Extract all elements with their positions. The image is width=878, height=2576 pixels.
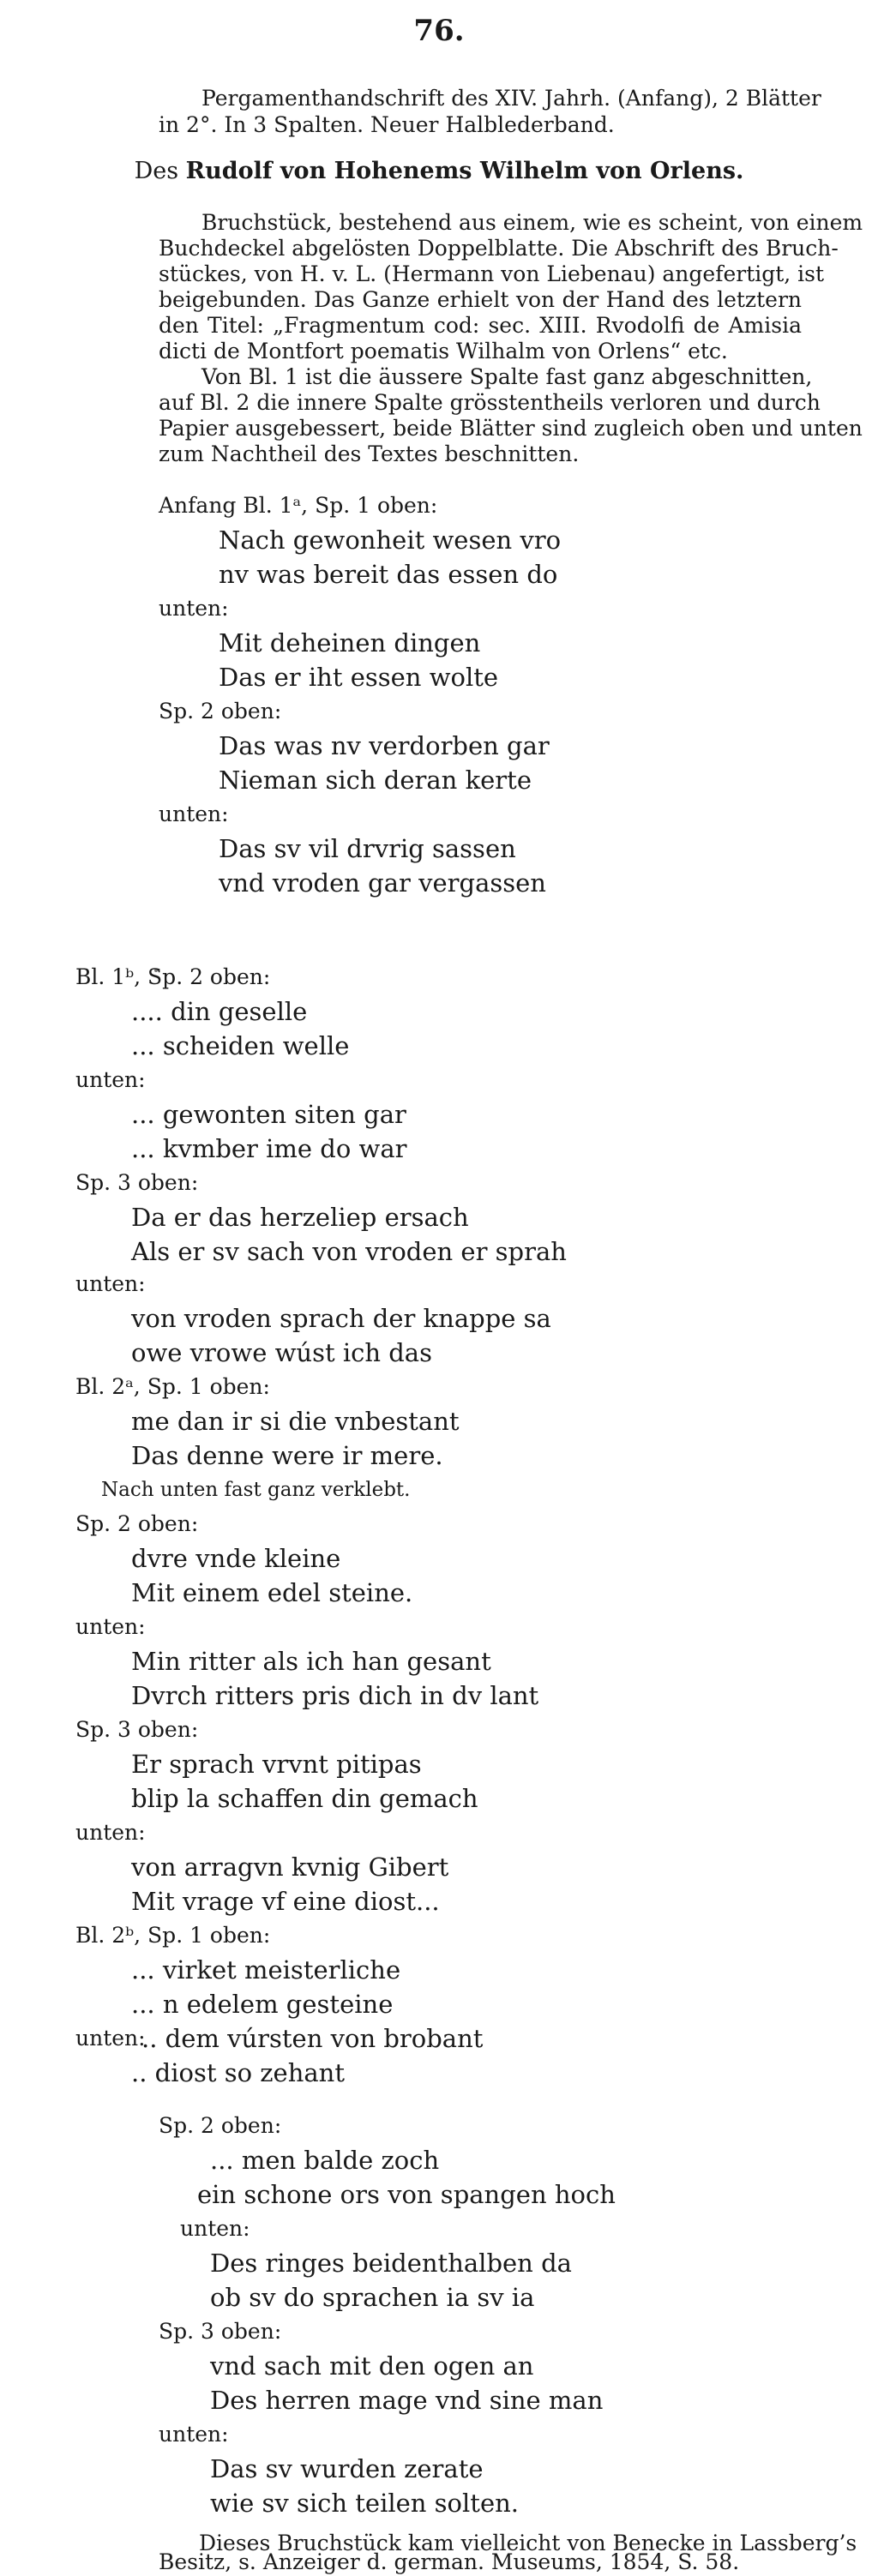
verse-line: Des ringes beidenthalben da xyxy=(210,2249,572,2278)
verse-line: Er sprach vrvnt pitipas xyxy=(131,1750,422,1779)
intro-line: Pergamenthandschrift des XIV. Jahrh. (Anfang), 2 Blätter xyxy=(201,86,821,111)
verse-line: Nieman sich deran kerte xyxy=(219,766,532,795)
verse-line: wie sv sich teilen solten. xyxy=(210,2489,520,2518)
verse-line: ... scheiden welle xyxy=(131,1031,350,1060)
section-heading xyxy=(0,156,878,187)
footnote-line: Besitz, s. Anzeiger d. german. Museums, 1854, S. 58. xyxy=(159,2549,740,2574)
section-label: Sp. 3 oben: xyxy=(75,1170,199,1195)
verse-line: Das sv vil drvrig sassen xyxy=(219,834,516,863)
verse-line: Mit einem edel steine. xyxy=(131,1578,413,1607)
verse-line: Das denne were ir mere. xyxy=(131,1441,443,1470)
footnote-line: Dieses Bruchstück kam vielleicht von Benecke in Lassberg’s xyxy=(199,2531,857,2555)
intro-line: in 2°. In 3 Spalten. Neuer Halblederband. xyxy=(159,112,615,137)
section-label: unten: xyxy=(75,1271,146,1296)
section-label: unten: xyxy=(75,2026,146,2051)
verse-line: von vroden sprach der knappe sa xyxy=(131,1304,551,1333)
verse-line: Das was nv verdorben gar xyxy=(219,731,550,760)
heading-prefix: Des xyxy=(134,158,179,184)
verse-line: Das sv wurden zerate xyxy=(210,2454,484,2483)
section-label: Bl. 2ᵇ, Sp. 1 oben: xyxy=(75,1923,271,1948)
section-label: unten: xyxy=(75,1614,146,1639)
verse-line: Als er sv sach von vroden er sprah xyxy=(131,1237,567,1266)
verse-line: Dvrch ritters pris dich in dv lant xyxy=(131,1681,539,1710)
verse-line: Nach gewonheit wesen vro xyxy=(219,525,562,555)
section-label: unten: xyxy=(159,2422,229,2447)
description-line: zum Nachtheil des Textes beschnitten. xyxy=(159,441,580,466)
section-label: Sp. 3 oben: xyxy=(159,2319,282,2344)
verse-line: dvre vnde kleine xyxy=(131,1544,341,1573)
section-label: Bl. 1ᵇ, Sp. 2 oben: xyxy=(75,964,271,989)
section-label: unten: xyxy=(75,1067,146,1092)
verse-line: vnd sach mit den ogen an xyxy=(210,2351,534,2381)
description-line: dicti de Montfort poematis Wilhalm von Orlens“ etc. xyxy=(159,339,728,363)
verse-line: ... n edelem gesteine xyxy=(131,1990,394,2019)
description-line: auf Bl. 2 die innere Spalte grösstentheils verloren und durch xyxy=(159,390,821,415)
verse-line: owe vrowe wúst ich das xyxy=(131,1338,432,1367)
description-line: beigebunden. Das Ganze erhielt von der Hand des letztern xyxy=(159,287,802,312)
description-line: Buchdeckel abgelösten Doppelblatte. Die Abschrift des Bruch- xyxy=(159,236,839,261)
verse-line: blip la schaffen din gemach xyxy=(131,1784,478,1813)
section-label: unten: xyxy=(159,596,229,621)
description-line: den Titel: „Fragmentum cod: sec. XIII. Rvodolfi de Amisia xyxy=(159,313,802,338)
verse-line: Da er das herzeliep ersach xyxy=(131,1203,469,1232)
description-line: stückes, von H. v. L. (Hermann von Liebenau) angefertigt, ist xyxy=(159,261,825,286)
section-label: Sp. 2 oben: xyxy=(159,699,282,724)
verse-line: ... gewonten siten gar xyxy=(131,1100,406,1129)
verse-line: ein schone ors von spangen hoch xyxy=(197,2180,616,2209)
editorial-note: Nach unten fast ganz verklebt. xyxy=(101,1479,411,1501)
section-label: Sp. 2 oben: xyxy=(75,1511,199,1536)
verse-line: vnd vroden gar vergassen xyxy=(219,868,546,898)
verse-line: ... virket meisterliche xyxy=(131,1955,401,1985)
verse-line: ob sv do sprachen ia sv ia xyxy=(210,2283,535,2312)
verse-line: Des herren mage vnd sine man xyxy=(210,2386,604,2415)
verse-line: me dan ir si die vnbestant xyxy=(131,1407,460,1436)
page-number: 76. xyxy=(413,14,465,48)
verse-line: ... kvmber ime do war xyxy=(131,1134,407,1163)
verse-line: .. dem vúrsten von brobant xyxy=(141,2024,484,2053)
section-label: unten: xyxy=(159,802,229,826)
section-label: Sp. 2 oben: xyxy=(159,2113,282,2138)
verse-line: .. diost so zehant xyxy=(131,2058,346,2087)
section-label: Anfang Bl. 1ᵃ, Sp. 1 oben: xyxy=(159,493,438,518)
heading-title: Rudolf von Hohenems Wilhelm von Orlens. xyxy=(185,158,744,184)
verse-line: Min ritter als ich han gesant xyxy=(131,1647,491,1676)
verse-line: ... men balde zoch xyxy=(210,2146,440,2175)
section-label: Bl. 2ᵃ, Sp. 1 oben: xyxy=(75,1374,270,1399)
verse-line: .... din geselle xyxy=(131,997,308,1026)
description-line: Papier ausgebessert, beide Blätter sind zugleich oben und unten xyxy=(159,416,863,441)
verse-line: von arragvn kvnig Gibert xyxy=(131,1852,449,1882)
section-label: unten: xyxy=(180,2216,250,2241)
verse-line: Das er iht essen wolte xyxy=(219,663,499,692)
description-line: Von Bl. 1 ist die äussere Spalte fast ganz abgeschnitten, xyxy=(201,364,813,389)
verse-line: Mit deheinen dingen xyxy=(219,628,481,658)
description-line: Bruchstück, bestehend aus einem, wie es scheint, von einem xyxy=(201,210,863,235)
verse-line: nv was bereit das essen do xyxy=(219,560,558,589)
section-label: unten: xyxy=(75,1820,146,1845)
verse-line: Mit vrage vf eine diost... xyxy=(131,1887,440,1916)
section-label: Sp. 3 oben: xyxy=(75,1717,199,1742)
